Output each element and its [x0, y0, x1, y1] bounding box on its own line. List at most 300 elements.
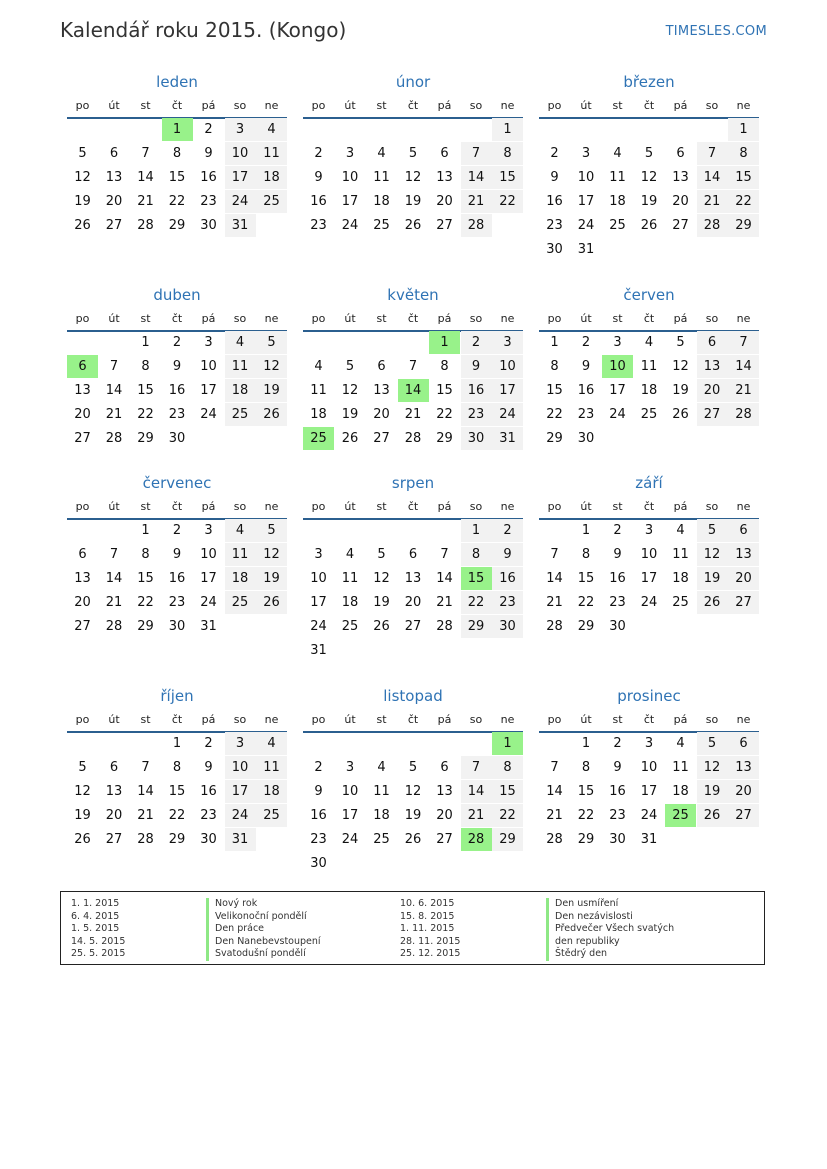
day-cell: 24: [609, 407, 626, 422]
day-cell: 30: [168, 431, 186, 446]
weekday-label: čt: [643, 713, 655, 726]
weekday-label: čt: [643, 99, 655, 112]
day-cell: 18: [672, 784, 689, 799]
day-cell: 20: [728, 780, 759, 803]
legend-holiday-name: Štědrý den: [546, 948, 607, 961]
day-cell: 17: [200, 571, 217, 586]
day-cell: 27: [672, 218, 689, 233]
day-cell: 3: [644, 736, 654, 751]
day-cell: 5: [697, 519, 728, 542]
legend-date: 10. 6. 2015: [400, 898, 455, 909]
day-cell: 7: [550, 760, 559, 775]
day-cell: 6: [78, 547, 87, 562]
day-cell: 8: [728, 142, 759, 165]
day-cell: 2: [461, 331, 492, 354]
day-cell: 20: [74, 595, 91, 610]
day-cell: 12: [373, 571, 390, 586]
month-name: listopad: [383, 687, 443, 705]
day-cell: 3: [581, 146, 591, 161]
day-cell: 9: [461, 355, 492, 378]
holiday-day: 28: [461, 828, 492, 851]
day-cell: 16: [492, 567, 523, 590]
day-cell: 18: [225, 379, 256, 402]
day-cell: 16: [577, 383, 595, 398]
day-cell: 5: [408, 146, 418, 161]
day-cell: 8: [461, 543, 492, 566]
day-cell: 3: [204, 335, 213, 350]
day-cell: 2: [581, 335, 591, 350]
day-cell: 29: [492, 828, 523, 851]
legend-holiday-name: Den usmíření: [546, 898, 618, 911]
month-rule: [303, 731, 523, 733]
day-cell: 21: [546, 595, 563, 610]
day-cell: 15: [436, 383, 453, 398]
day-cell: 18: [373, 808, 390, 823]
day-cell: 15: [137, 571, 154, 586]
day-cell: 24: [225, 804, 256, 827]
day-cell: 27: [105, 218, 123, 233]
day-cell: 11: [310, 383, 327, 398]
day-cell: 3: [225, 118, 256, 141]
day-cell: 4: [225, 519, 256, 542]
month-name: únor: [395, 73, 431, 91]
weekday-label: pá: [437, 713, 452, 726]
day-cell: 23: [200, 808, 217, 823]
weekday-label: ne: [264, 500, 279, 513]
weekday-label: pá: [673, 500, 688, 513]
day-cell: 9: [204, 760, 213, 775]
day-cell: 22: [168, 194, 186, 209]
day-cell: 7: [109, 359, 119, 374]
weekday-label: pá: [201, 500, 216, 513]
day-cell: 12: [640, 170, 658, 185]
day-cell: 7: [728, 331, 759, 354]
day-cell: 27: [436, 218, 453, 233]
day-cell: 2: [172, 335, 182, 350]
legend-date: 25. 12. 2015: [400, 948, 461, 959]
day-cell: 24: [341, 218, 359, 233]
day-cell: 16: [609, 571, 626, 586]
day-cell: 30: [609, 832, 626, 847]
weekday-label: ne: [500, 99, 515, 112]
day-cell: 12: [256, 543, 287, 566]
day-cell: 27: [105, 832, 123, 847]
day-cell: 22: [137, 407, 154, 422]
day-cell: 11: [341, 571, 359, 586]
weekday-label: út: [580, 713, 592, 726]
day-cell: 3: [644, 523, 654, 538]
weekday-label: čt: [171, 500, 183, 513]
day-cell: 9: [581, 359, 591, 374]
month-rule: [303, 117, 523, 119]
weekday-label: út: [344, 312, 356, 325]
day-cell: 10: [225, 142, 256, 165]
day-cell: 8: [581, 547, 591, 562]
day-cell: 30: [310, 856, 327, 871]
day-cell: 5: [256, 519, 287, 542]
month-rule: [539, 117, 759, 119]
day-cell: 26: [373, 619, 390, 634]
day-cell: 6: [697, 331, 728, 354]
weekday-label: čt: [171, 99, 183, 112]
day-cell: 3: [204, 523, 213, 538]
day-cell: 11: [640, 359, 658, 374]
day-cell: 16: [546, 194, 563, 209]
weekday-label: po: [311, 312, 326, 325]
day-cell: 21: [546, 808, 563, 823]
weekday-label: st: [612, 99, 623, 112]
day-cell: 27: [74, 431, 91, 446]
day-cell: 22: [577, 808, 595, 823]
day-cell: 30: [200, 218, 217, 233]
day-cell: 22: [577, 595, 595, 610]
day-cell: 11: [609, 170, 626, 185]
day-cell: 12: [697, 543, 728, 566]
day-cell: 6: [728, 519, 759, 542]
day-cell: 13: [404, 571, 422, 586]
day-cell: 27: [74, 619, 91, 634]
day-cell: 15: [137, 383, 154, 398]
day-cell: 26: [697, 591, 728, 614]
day-cell: 28: [137, 218, 154, 233]
weekday-label: st: [376, 312, 387, 325]
day-cell: 23: [310, 832, 327, 847]
day-cell: 18: [225, 567, 256, 590]
day-cell: 12: [256, 355, 287, 378]
day-cell: 29: [728, 214, 759, 237]
day-cell: 17: [640, 571, 658, 586]
day-cell: 11: [225, 355, 256, 378]
weekday-label: pá: [673, 99, 688, 112]
weekday-label: ne: [500, 500, 515, 513]
weekday-label: st: [376, 500, 387, 513]
day-cell: 13: [728, 756, 759, 779]
day-cell: 26: [404, 218, 422, 233]
day-cell: 11: [256, 756, 287, 779]
day-cell: 2: [613, 736, 622, 751]
weekday-label: út: [580, 99, 592, 112]
day-cell: 5: [676, 335, 685, 350]
weekday-label: čt: [407, 713, 419, 726]
day-cell: 29: [168, 832, 186, 847]
day-cell: 12: [672, 359, 689, 374]
weekday-label: pá: [437, 500, 452, 513]
day-cell: 20: [74, 407, 91, 422]
day-cell: 29: [436, 431, 453, 446]
day-cell: 9: [172, 359, 182, 374]
day-cell: 16: [200, 170, 217, 185]
day-cell: 29: [546, 431, 563, 446]
day-cell: 30: [546, 242, 563, 257]
day-cell: 25: [373, 218, 390, 233]
weekday-label: st: [140, 500, 151, 513]
weekday-label: čt: [407, 312, 419, 325]
day-cell: 2: [204, 736, 213, 751]
day-cell: 19: [256, 379, 287, 402]
weekday-label: so: [705, 99, 719, 112]
day-cell: 17: [640, 784, 658, 799]
holiday-day: 15: [461, 567, 492, 590]
weekday-label: so: [469, 312, 483, 325]
day-cell: 24: [640, 595, 658, 610]
day-cell: 16: [310, 194, 327, 209]
month-name: květen: [387, 286, 439, 304]
day-cell: 12: [404, 170, 422, 185]
day-cell: 12: [404, 784, 422, 799]
weekday-label: st: [376, 99, 387, 112]
day-cell: 7: [141, 760, 150, 775]
day-cell: 13: [436, 170, 453, 185]
legend-date: 1. 1. 2015: [71, 898, 120, 909]
day-cell: 30: [200, 832, 217, 847]
legend-date: 1. 11. 2015: [400, 923, 455, 934]
day-cell: 23: [200, 194, 217, 209]
weekday-label: pá: [673, 312, 688, 325]
day-cell: 4: [314, 359, 323, 374]
day-cell: 1: [461, 519, 492, 542]
day-cell: 13: [697, 355, 728, 378]
legend-holiday-name: Nový rok: [206, 898, 257, 911]
day-cell: 23: [310, 218, 327, 233]
weekday-label: ne: [264, 312, 279, 325]
weekday-label: po: [75, 99, 90, 112]
day-cell: 28: [697, 214, 728, 237]
day-cell: 6: [377, 359, 386, 374]
weekday-label: út: [108, 713, 120, 726]
day-cell: 16: [200, 784, 217, 799]
day-cell: 14: [461, 166, 492, 189]
day-cell: 11: [225, 543, 256, 566]
day-cell: 15: [168, 784, 186, 799]
day-cell: 28: [404, 431, 422, 446]
day-cell: 31: [577, 242, 595, 257]
day-cell: 24: [341, 832, 359, 847]
holiday-day: 6: [67, 355, 98, 378]
day-cell: 31: [225, 828, 256, 851]
day-cell: 26: [74, 832, 91, 847]
day-cell: 19: [404, 194, 422, 209]
day-cell: 14: [697, 166, 728, 189]
day-cell: 20: [436, 194, 453, 209]
day-cell: 16: [609, 784, 626, 799]
day-cell: 29: [577, 619, 595, 634]
weekday-label: ne: [736, 713, 751, 726]
day-cell: 19: [697, 567, 728, 590]
weekday-label: ne: [264, 713, 279, 726]
weekday-label: čt: [407, 99, 419, 112]
day-cell: 9: [492, 543, 523, 566]
day-cell: 28: [105, 431, 123, 446]
day-cell: 23: [492, 591, 523, 614]
day-cell: 8: [172, 760, 182, 775]
day-cell: 2: [204, 122, 213, 137]
day-cell: 28: [546, 832, 563, 847]
day-cell: 11: [373, 170, 390, 185]
day-cell: 6: [440, 146, 449, 161]
day-cell: 1: [550, 335, 559, 350]
day-cell: 29: [168, 218, 186, 233]
day-cell: 15: [492, 780, 523, 803]
weekday-label: po: [311, 713, 326, 726]
weekday-label: so: [469, 99, 483, 112]
day-cell: 3: [613, 335, 622, 350]
day-cell: 2: [550, 146, 559, 161]
day-cell: 31: [492, 427, 523, 450]
weekday-label: st: [140, 99, 151, 112]
day-cell: 10: [640, 547, 658, 562]
day-cell: 4: [256, 732, 287, 755]
day-cell: 15: [577, 571, 595, 586]
day-cell: 3: [314, 547, 323, 562]
day-cell: 17: [341, 194, 359, 209]
day-cell: 17: [492, 379, 523, 402]
holiday-day: 10: [602, 355, 633, 378]
day-cell: 1: [141, 335, 150, 350]
weekday-label: po: [311, 500, 326, 513]
legend-date: 28. 11. 2015: [400, 935, 461, 947]
day-cell: 23: [609, 595, 626, 610]
day-cell: 20: [436, 808, 453, 823]
day-cell: 19: [74, 808, 91, 823]
month-name: říjen: [160, 687, 194, 705]
day-cell: 4: [644, 335, 654, 350]
weekday-label: pá: [201, 99, 216, 112]
day-cell: 25: [341, 619, 359, 634]
day-cell: 2: [492, 519, 523, 542]
day-cell: 26: [341, 431, 359, 446]
day-cell: 29: [137, 431, 154, 446]
day-cell: 20: [373, 407, 390, 422]
day-cell: 2: [613, 523, 622, 538]
day-cell: 5: [697, 732, 728, 755]
day-cell: 21: [105, 595, 123, 610]
legend-holiday-name: Předvečer Všech svatých: [546, 923, 674, 936]
day-cell: 25: [609, 218, 626, 233]
day-cell: 15: [546, 383, 563, 398]
day-cell: 18: [609, 194, 626, 209]
weekday-label: pá: [201, 312, 216, 325]
month-name: červenec: [142, 474, 212, 492]
day-cell: 10: [200, 547, 217, 562]
day-cell: 27: [697, 403, 728, 426]
day-cell: 17: [225, 166, 256, 189]
legend-holiday-name: Den nezávislosti: [546, 911, 633, 924]
weekday-label: po: [547, 713, 562, 726]
day-cell: 8: [440, 359, 449, 374]
day-cell: 22: [461, 591, 492, 614]
day-cell: 7: [697, 142, 728, 165]
day-cell: 20: [672, 194, 689, 209]
day-cell: 4: [225, 331, 256, 354]
month-name: prosinec: [617, 687, 681, 705]
legend-date: 15. 8. 2015: [400, 910, 455, 922]
day-cell: 22: [436, 407, 453, 422]
day-cell: 25: [373, 832, 390, 847]
weekday-label: čt: [407, 500, 419, 513]
weekday-label: út: [580, 500, 592, 513]
day-cell: 21: [137, 808, 154, 823]
holiday-day: 25: [303, 427, 334, 450]
weekday-label: út: [344, 99, 356, 112]
weekday-label: so: [705, 713, 719, 726]
weekday-label: so: [233, 500, 247, 513]
day-cell: 17: [200, 383, 217, 398]
legend-date: 14. 5. 2015: [71, 935, 126, 947]
day-cell: 25: [672, 595, 689, 610]
day-cell: 21: [436, 595, 453, 610]
day-cell: 28: [546, 619, 563, 634]
day-cell: 23: [461, 403, 492, 426]
day-cell: 4: [377, 760, 386, 775]
day-cell: 20: [105, 194, 123, 209]
day-cell: 24: [577, 218, 595, 233]
weekday-label: út: [344, 500, 356, 513]
day-cell: 6: [109, 760, 119, 775]
day-cell: 24: [200, 595, 217, 610]
month-name: leden: [156, 73, 198, 91]
holiday-day: 25: [665, 804, 696, 827]
weekday-label: po: [75, 713, 90, 726]
day-cell: 26: [672, 407, 689, 422]
day-cell: 27: [373, 431, 390, 446]
day-cell: 17: [310, 595, 327, 610]
day-cell: 1: [172, 736, 182, 751]
day-cell: 3: [225, 732, 256, 755]
day-cell: 18: [256, 166, 287, 189]
day-cell: 1: [581, 736, 591, 751]
weekday-label: út: [108, 500, 120, 513]
day-cell: 1: [141, 523, 150, 538]
day-cell: 5: [408, 760, 418, 775]
day-cell: 14: [137, 784, 154, 799]
legend-holiday-name: Den práce: [206, 923, 264, 936]
day-cell: 4: [377, 146, 386, 161]
day-cell: 21: [461, 190, 492, 213]
day-cell: 30: [461, 427, 492, 450]
weekday-label: po: [75, 312, 90, 325]
page-title: Kalendář roku 2015. (Kongo): [60, 18, 347, 42]
day-cell: 29: [461, 615, 492, 638]
day-cell: 27: [728, 591, 759, 614]
day-cell: 4: [256, 118, 287, 141]
day-cell: 17: [609, 383, 626, 398]
weekday-label: ne: [736, 99, 751, 112]
day-cell: 8: [492, 756, 523, 779]
day-cell: 9: [314, 784, 323, 799]
day-cell: 27: [436, 832, 453, 847]
day-cell: 30: [168, 619, 186, 634]
day-cell: 24: [310, 619, 327, 634]
day-cell: 6: [440, 760, 449, 775]
day-cell: 14: [728, 355, 759, 378]
weekday-label: st: [140, 713, 151, 726]
month-name: červen: [623, 286, 675, 304]
weekday-label: st: [376, 713, 387, 726]
day-cell: 7: [440, 547, 449, 562]
day-cell: 15: [728, 166, 759, 189]
day-cell: 27: [404, 619, 422, 634]
day-cell: 11: [672, 547, 689, 562]
day-cell: 28: [728, 403, 759, 426]
day-cell: 1: [492, 118, 523, 141]
holiday-day: 1: [162, 118, 193, 141]
weekday-label: po: [547, 99, 562, 112]
day-cell: 26: [640, 218, 658, 233]
day-cell: 24: [492, 403, 523, 426]
day-cell: 21: [404, 407, 422, 422]
day-cell: 28: [105, 619, 123, 634]
brand-logo[interactable]: TIMESLES.COM: [665, 24, 767, 39]
